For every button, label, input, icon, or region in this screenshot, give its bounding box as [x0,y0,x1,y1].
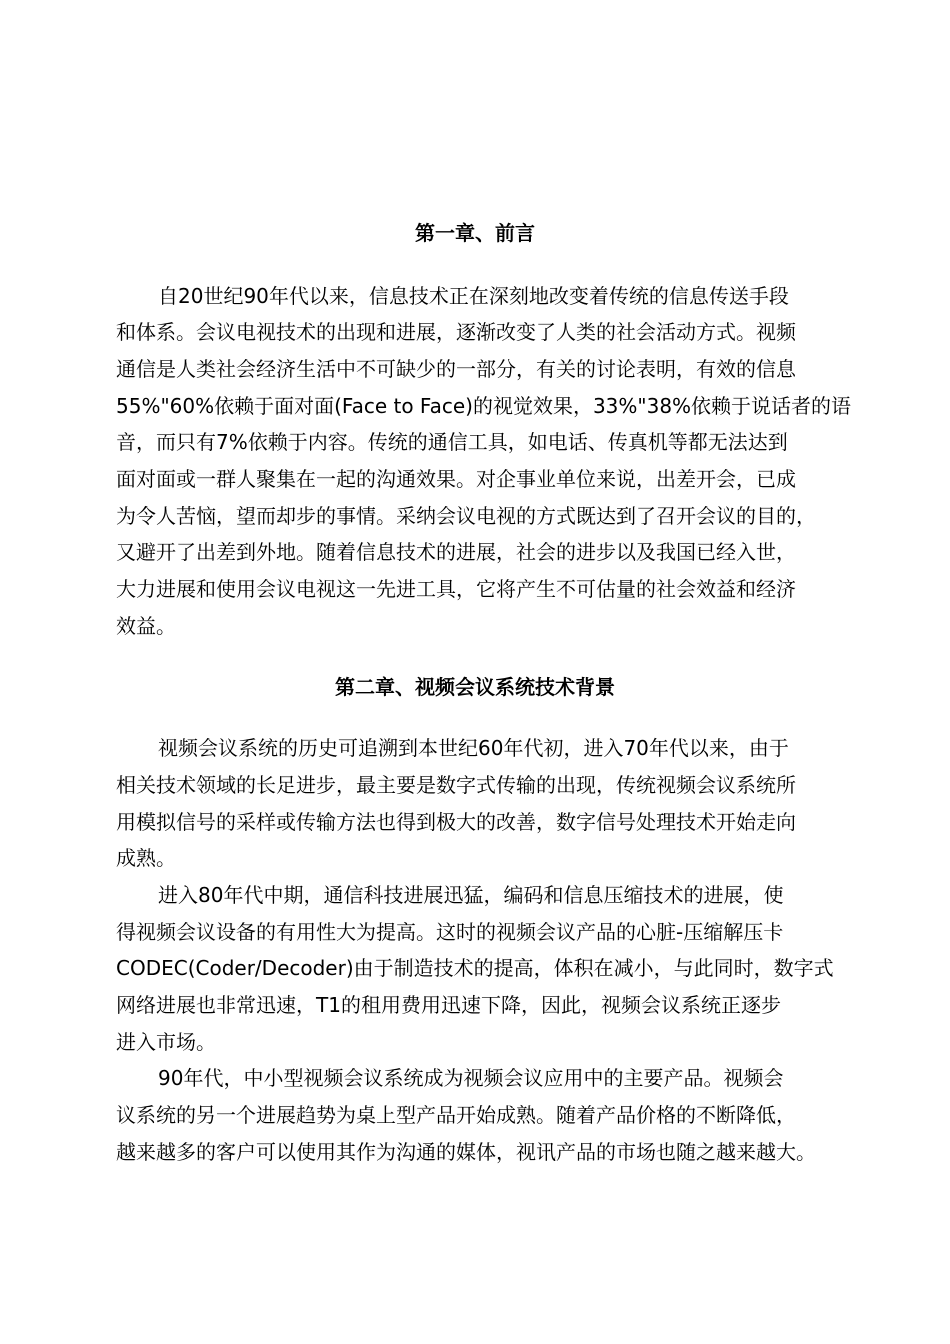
chapter-2-paragraph-1-line: 成熟。 [116,846,176,870]
chapter-1-line: 通信是人类社会经济生活中不可缺少的一部分，有关的讨论表明，有效的信息 [116,357,796,381]
chapter-1-line: 又避开了出差到外地。随着信息技术的进展，社会的进步以及我国已经入世， [116,540,796,564]
chapter-1-line: 面对面或一群人聚集在一起的沟通效果。对企事业单位来说，出差开会，已成 [116,467,796,491]
chapter-1-line: 为令人苦恼，望而却步的事情。采纳会议电视的方式既达到了召开会议的目的， [116,504,816,528]
chapter-2-paragraph-2-line: 进入市场。 [116,1030,216,1054]
chapter-1-line: 音，而只有7%依赖于内容。传统的通信工具，如电话、传真机等都无法达到 [116,430,788,454]
chapter-2-title: 第二章、视频会议系统技术背景 [335,675,615,699]
chapter-1-line: 自20世纪90年代以来，信息技术正在深刻地改变着传统的信息传送手段 [158,284,789,308]
chapter-1-line: 55%"60%依赖于面对面(Face to Face)的视觉效果，33%"38%依赖于说话者的语 [116,394,852,418]
chapter-2-paragraph-3-line: 90年代，中小型视频会议系统成为视频会议应用中的主要产品。视频会 [158,1066,784,1090]
chapter-1-line: 和体系。会议电视技术的出现和进展，逐渐改变了人类的社会活动方式。视频 [116,320,796,344]
chapter-2-paragraph-1-line: 相关技术领域的长足进步，最主要是数字式传输的出现，传统视频会议系统所 [116,773,796,797]
chapter-2-paragraph-3-line: 越来越多的客户可以使用其作为沟通的媒体，视讯产品的市场也随之越来越大。 [116,1140,816,1164]
chapter-1-line: 大力进展和使用会议电视这一先进工具，它将产生不可估量的社会效益和经济 [116,577,796,601]
chapter-1-title: 第一章、前言 [415,221,535,245]
chapter-2-paragraph-2-line: 网络进展也非常迅速，T1的租用费用迅速下降，因此，视频会议系统正逐步 [116,993,781,1017]
chapter-1-line: 效益。 [116,614,176,638]
chapter-2-paragraph-1-line: 用模拟信号的采样或传输方法也得到极大的改善，数字信号处理技术开始走向 [116,810,796,834]
chapter-2-paragraph-1-line: 视频会议系统的历史可追溯到本世纪60年代初，进入70年代以来，由于 [158,736,789,760]
chapter-2-paragraph-2-line: 进入80年代中期，通信科技进展迅猛，编码和信息压缩技术的进展，使 [158,883,784,907]
chapter-2-paragraph-2-line: 得视频会议设备的有用性大为提高。这时的视频会议产品的心脏-压缩解压卡 [116,920,784,944]
chapter-2-paragraph-2-line: CODEC(Coder/Decoder)由于制造技术的提高，体积在减小，与此同时，数字式 [116,956,834,980]
chapter-2-paragraph-3-line: 议系统的另一个进展趋势为桌上型产品开始成熟。随着产品价格的不断降低， [116,1103,796,1127]
